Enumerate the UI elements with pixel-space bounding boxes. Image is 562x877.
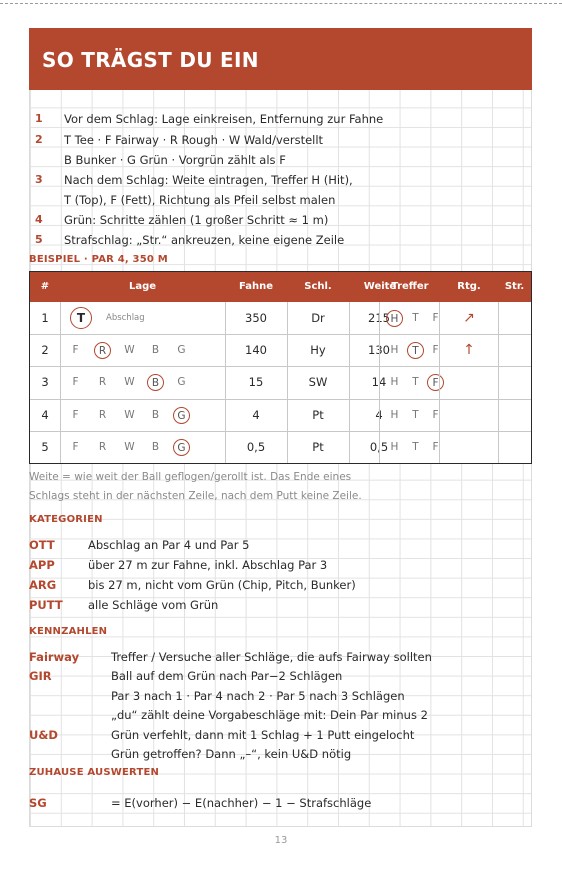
hit-option: H	[390, 408, 399, 421]
hit-option: T	[412, 312, 419, 324]
cell-penalty	[498, 431, 531, 463]
cell-lie	[60, 302, 225, 334]
cell-carry: 4	[375, 407, 383, 422]
column-divider	[349, 302, 350, 463]
step-text: B Bunker · G Grün · Vorgrün zählt als F	[64, 153, 286, 167]
column-header: Rtg.	[457, 281, 481, 292]
lie-option: F	[72, 408, 79, 421]
category-key: OTT	[29, 538, 55, 552]
lie-option: W	[124, 344, 135, 357]
page-title: SO TRÄGST DU EIN	[42, 48, 259, 72]
step-number: 3	[35, 173, 43, 186]
cell-flag-distance: 0,5	[246, 439, 266, 454]
lie-option-selected: G	[173, 439, 190, 456]
cell-carry: 215	[368, 311, 390, 325]
lie-option: F	[72, 344, 79, 357]
direction-arrow-icon: ↗	[463, 310, 475, 326]
example-note: Weite = wie weit der Ball geflogen/gerollt ist. Das Ende eines	[29, 471, 352, 483]
row-divider	[30, 399, 531, 400]
row-divider	[30, 366, 531, 367]
step-number: 5	[35, 233, 43, 246]
hit-option: H	[390, 440, 399, 453]
cell-flag-distance: 4	[252, 407, 260, 422]
lie-option-selected: G	[173, 407, 190, 424]
step-text: Strafschlag: „Str.“ ankreuzen, keine eigene Zeile	[64, 233, 345, 247]
cell-flag-distance: 15	[248, 375, 264, 390]
metric-text: Ball auf dem Grün nach Par−2 Schlägen	[111, 669, 343, 683]
step-text: T Tee · F Fairway · R Rough · W Wald/verstellt	[64, 133, 324, 147]
cell-penalty	[498, 302, 531, 334]
metric-key: Fairway	[29, 650, 80, 664]
step-text: Nach dem Schlag: Weite eintragen, Treffer H (Hit),	[64, 173, 353, 187]
evaluate-heading: ZUHAUSE AUSWERTEN	[29, 767, 160, 778]
cell-penalty	[498, 399, 531, 431]
cell-number: 5	[41, 439, 49, 454]
evaluate-formula: = E(vorher) − E(nachher) − 1 − Strafschläge	[111, 796, 372, 810]
lie-option-selected: R	[94, 342, 111, 359]
column-header: Treffer	[391, 281, 429, 292]
cell-number: 1	[41, 311, 49, 325]
lie-option: F	[72, 440, 79, 453]
lie-option: F	[72, 376, 79, 389]
row-divider	[30, 334, 531, 335]
metric-key: U&D	[29, 728, 58, 742]
metrics-heading: KENNZAHLEN	[29, 626, 108, 637]
cell-carry: 14	[371, 375, 387, 390]
column-header: Weite	[363, 281, 397, 292]
category-key: APP	[29, 558, 55, 572]
column-divider	[60, 302, 61, 463]
category-text: bis 27 m, nicht vom Grün (Chip, Pitch, Bunker)	[88, 578, 356, 592]
column-divider	[287, 302, 288, 463]
categories-heading: KATEGORIEN	[29, 514, 103, 525]
table-row	[30, 399, 531, 431]
step-number: 4	[35, 213, 43, 226]
table-row	[30, 302, 531, 334]
table-row	[30, 366, 531, 398]
lie-option: B	[151, 344, 160, 357]
step-text: T (Top), F (Fett), Richtung als Pfeil selbst malen	[64, 193, 336, 207]
cell-number: 3	[41, 375, 49, 390]
example-heading: BEISPIEL · PAR 4, 350 M	[29, 254, 168, 265]
category-text: Abschlag an Par 4 und Par 5	[88, 538, 250, 552]
step-text: Vor dem Schlag: Lage einkreisen, Entfernung zur Fahne	[64, 112, 384, 126]
metric-text: Treffer / Versuche aller Schläge, die aufs Fairway sollten	[111, 650, 432, 664]
cell-number: 4	[41, 407, 49, 422]
step-number: 2	[35, 133, 43, 146]
lie-option: W	[124, 440, 135, 453]
column-divider	[379, 302, 380, 463]
hit-option: F	[432, 408, 439, 421]
lie-option: W	[124, 408, 135, 421]
hit-option-selected: T	[407, 342, 424, 359]
title-banner	[29, 28, 532, 90]
hit-option: T	[412, 408, 419, 421]
column-header: Fahne	[238, 281, 273, 292]
evaluate-key: SG	[29, 796, 47, 810]
row-divider	[30, 431, 531, 432]
table-row	[30, 334, 531, 366]
cell-penalty	[498, 334, 531, 366]
column-header: Str.	[504, 281, 525, 292]
category-key: ARG	[29, 578, 57, 592]
cell-club: SW	[308, 375, 328, 390]
hit-option: F	[432, 312, 439, 324]
category-text: über 27 m zur Fahne, inkl. Abschlag Par 3	[88, 558, 328, 572]
cell-penalty	[498, 366, 531, 398]
direction-arrow-icon: ↑	[463, 342, 475, 359]
step-number: 1	[35, 112, 43, 125]
column-header: Lage	[128, 281, 157, 292]
cell-club: Hy	[310, 343, 326, 358]
lie-option: W	[124, 376, 135, 389]
page-number: 13	[274, 835, 288, 846]
metric-text: „du“ zählt deine Vorgabeschläge mit: Dein Par minus 2	[111, 708, 428, 722]
table-row	[30, 431, 531, 463]
cell-number: 2	[41, 343, 49, 358]
category-text: alle Schläge vom Grün	[88, 598, 219, 612]
cell-club: Dr	[311, 311, 325, 325]
column-divider	[498, 302, 499, 463]
lie-option: R	[98, 440, 107, 453]
column-header: Schl.	[304, 281, 332, 292]
hit-option: T	[412, 440, 419, 453]
hit-option: H	[390, 344, 399, 357]
lie-option: B	[151, 440, 160, 453]
lie-option: G	[177, 376, 186, 389]
column-divider	[225, 302, 226, 463]
lie-option: R	[98, 376, 107, 389]
metric-text: Par 3 nach 1 · Par 4 nach 2 · Par 5 nach 3 Schlägen	[111, 689, 405, 703]
cell-carry: 0,5	[369, 439, 389, 454]
lie-option: R	[98, 408, 107, 421]
cell-club: Pt	[312, 439, 324, 454]
column-divider	[439, 302, 440, 463]
column-header: #	[40, 281, 50, 292]
example-note: Schlags steht in der nächsten Zeile, nach dem Putt keine Zeile.	[29, 490, 362, 502]
cell-flag-distance: 350	[245, 311, 267, 325]
cell-carry: 130	[368, 343, 390, 358]
hit-option: F	[432, 344, 439, 357]
lie-option: B	[151, 408, 160, 421]
example-table	[29, 271, 532, 464]
hit-option: H	[390, 376, 399, 389]
table-header	[30, 272, 531, 302]
hit-option-selected: F	[427, 374, 444, 391]
cell-club: Pt	[312, 407, 324, 422]
lie-option-selected: B	[147, 374, 164, 391]
step-text: Grün: Schritte zählen (1 großer Schritt ≈ 1 m)	[64, 213, 329, 227]
page-top-dashed-border	[0, 3, 562, 4]
metric-text: Grün verfehlt, dann mit 1 Schlag + 1 Putt eingelocht	[111, 728, 415, 742]
tee-note: Abschlag	[106, 313, 145, 323]
tee-option: T	[70, 307, 92, 329]
hit-option-selected: H	[386, 310, 403, 327]
metric-key: GIR	[29, 669, 52, 683]
hit-option: T	[412, 376, 419, 389]
lie-option: G	[177, 344, 186, 357]
cell-flag-distance: 140	[245, 343, 267, 358]
hit-option: F	[432, 440, 439, 453]
category-key: PUTT	[29, 598, 63, 612]
metric-text: Grün getroffen? Dann „–“, kein U&D nötig	[111, 747, 352, 761]
